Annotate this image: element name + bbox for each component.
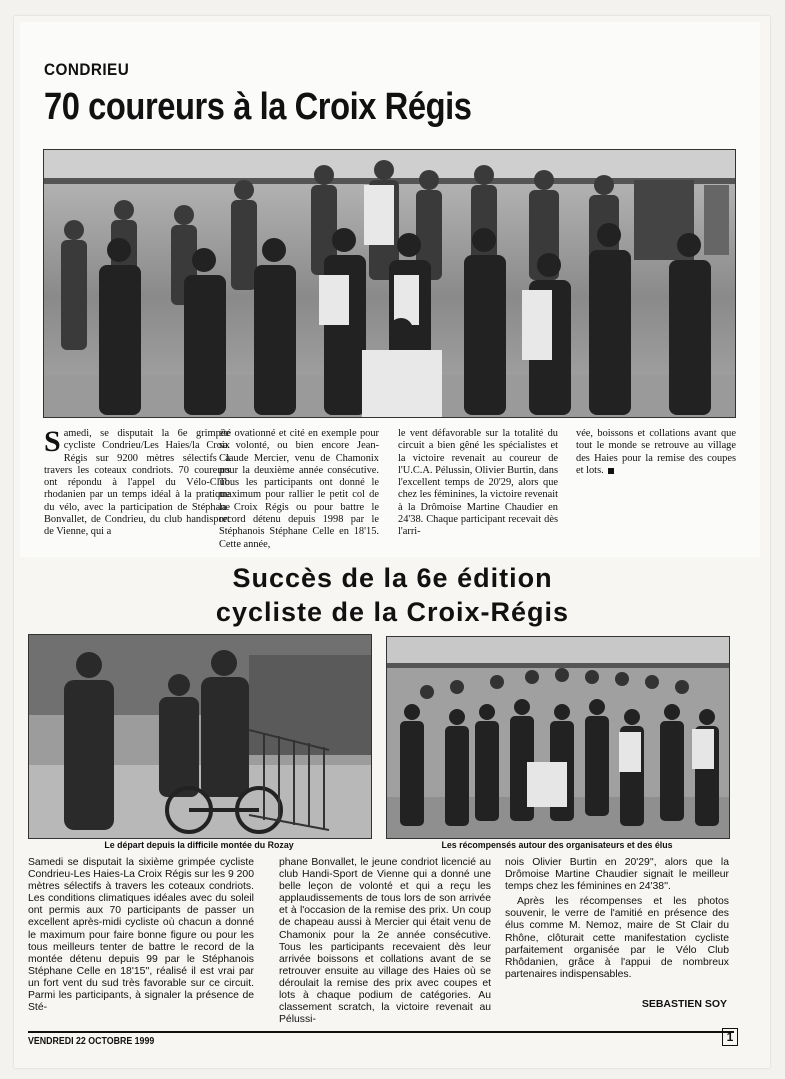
article2-column-2: phane Bonvallet, le jeune condriot licencié au club Handi-Sport de Vienne qui a donné une belle leçon de volonté et qui a reçu les applaudissements de tous lors de son arrivée et à l'occasion de la remise des prix. Un coup de chapeau aussi à Mercier qui était venu de Chamonix pour la 2e année consécutive. Tous les participants recevaient dès leur arrivée boissons et collations avant de se retrouver ensuite au village des Haies où se déroulait la remise des prix avec coupes et lots à chaque podium de catégories. Au classement scratch, la victoire revenait au Pélussi- — [279, 857, 491, 1026]
footer-date: VENDREDI 22 OCTOBRE 1999 — [28, 1036, 155, 1047]
article1-column-4 — [576, 428, 736, 477]
article1-col2-text: été ovationné et cité en exemple pour sa volonté, ou bien encore Jean-Claude Mercier, venu de Chamonix pour la deuxième année consécutive. Tous les participants ont donné le maximum pour rallier le petit col de la Croix Régis ou pour battre le record détenu depuis 1998 par le Stéphanois Stéphane Celle en 18'15. Cette année, — [219, 428, 379, 550]
article2-col3-para2: Après les récompenses et les photos souvenir, le verre de l'amitié en présence des élus comme M. Nemoz, maire de St Clair du Rhône, clôturait cette manifestation cycliste parfaitement organisée par le Vélo Club Rhôdanien, grâce à l'appui de nombreux partenaires indispensables. — [505, 896, 729, 980]
end-mark — [608, 468, 614, 474]
article2-col3-para1: nois Olivier Burtin en 20'29'', alors que la Drômoise Martine Chaudier signait le meilleur temps chez les féminines en 24'38''. — [505, 857, 729, 893]
author-signature: SEBASTIEN SOY — [641, 998, 727, 1010]
article1-kicker: CONDRIEU — [44, 60, 130, 79]
footer-rule — [28, 1031, 734, 1033]
page-number: 1 — [722, 1028, 738, 1046]
article1-column-1 — [44, 425, 230, 539]
article2-column-1: Samedi se disputait la sixième grimpée cycliste Condrieu-Les Haies-La Croix Régis sur les 9 200 mètres sélectifs à travers les coteaux condriots. Les conditions climatiques idéales avec du soleil ont permis aux 70 participants de passer un excellent après-midi cycliste où chacun a donné le maximum pour faire bonne figure ou pour les tous meilleurs tenter de battre le record de la montée détenu depuis 99 par le Stéphanois Stéphane Celle en 18'15'', réalisé il est vrai par un fort vent du sud très favorable sur ce circuit. Parmi les participants, à signaler la présence de Sté- — [28, 857, 254, 1014]
group-photo-top — [43, 149, 736, 418]
article2-headline-line2: cycliste de la Croix-Régis — [215, 597, 570, 627]
article1-col1-text: amedi, se disputait la 6e grimpée cycliste Condrieu/Les Haies/la Croix Régis sur 9200 mètres sélectifs à travers les coteaux condriots. 70 coureurs ont répondu à l'appel du Vélo-Club rhodanien par un temps idéal à la pratique du vélo, avec la participation de Stéphane Bonvallet, de Condrieu, du club handisport de Vienne, qui a — [44, 428, 230, 538]
article1-col3-text: le vent défavorable sur la totalité du circuit a bien gêné les spécialistes et la victoire revenait au coureur de l'U.C.A. Pélussin, Olivier Burtin, dans l'excellent temps de 20'29, alors que chez les féminines, la victoire revenait à la Drômoise Martine Chaudier en 24'38. Chaque participant recevait dès l'arri- — [398, 428, 558, 538]
article1-column-2 — [219, 428, 379, 551]
article2-headline-line1: Succès de la 6e édition — [232, 563, 553, 593]
award-group-photo — [386, 636, 730, 839]
caption-left: Le départ depuis la difficile montée du Rozay — [104, 840, 294, 851]
article1-col4-text: vée, boissons et collations avant que tout le monde se retrouve au village des Haies pour la remise des coupes et lots. — [576, 428, 736, 476]
article1-headline: 70 coureurs à la Croix Régis — [44, 86, 472, 128]
race-start-photo — [28, 634, 372, 839]
article2-column-3 — [505, 857, 729, 981]
article1-dropcap: S — [44, 425, 61, 458]
caption-right: Les récompensés autour des organisateurs et des élus — [441, 840, 673, 851]
article1-column-3 — [398, 428, 558, 539]
